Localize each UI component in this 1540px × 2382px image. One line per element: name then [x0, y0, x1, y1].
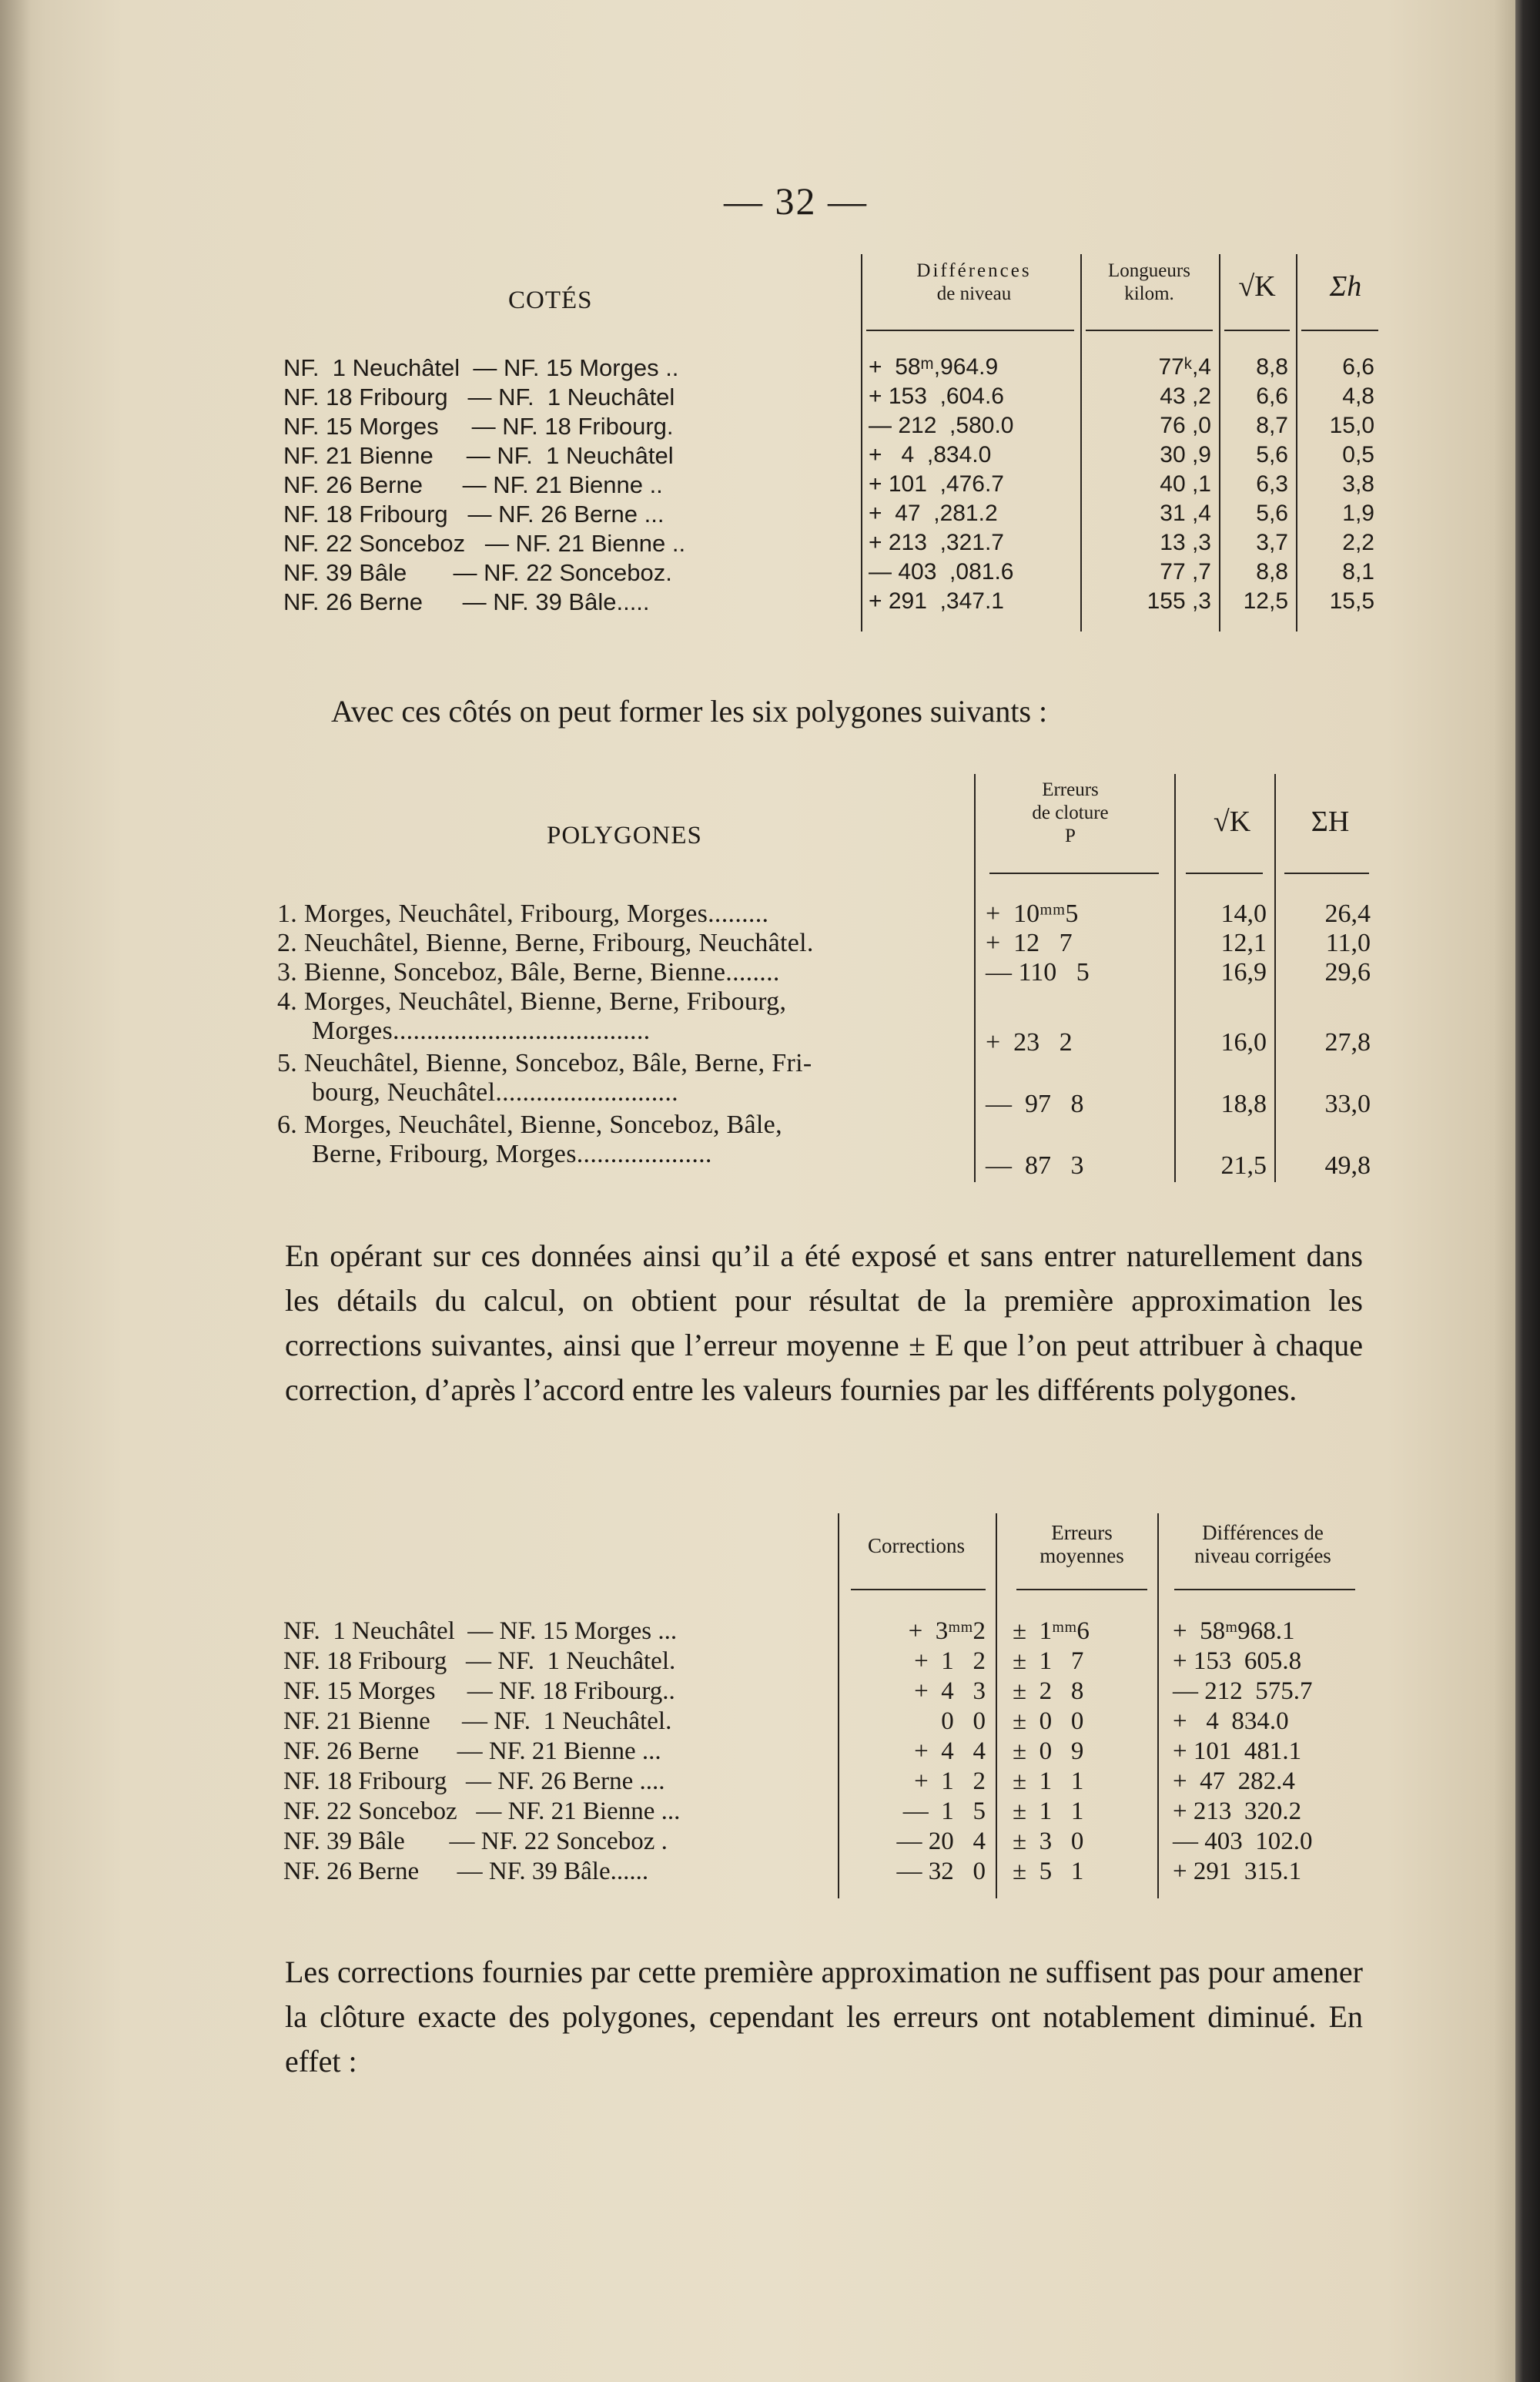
- header-sqrtk: √K: [1238, 270, 1276, 303]
- correction-row-err: ± 0 0: [1013, 1707, 1084, 1735]
- correction-row-corr: + 1 2: [914, 1647, 986, 1675]
- header-long-line2: kilom.: [1124, 283, 1174, 304]
- correction-row-err: ± 2 8: [1013, 1677, 1084, 1705]
- correction-row-label: NF. 18 Fribourg — NF. 26 Berne ....: [283, 1767, 665, 1795]
- polygone-row-sumh: 11,0: [1325, 929, 1371, 957]
- cote-row-long: 13 ,3: [1160, 530, 1211, 555]
- polygone-row-sumh: 27,8: [1324, 1028, 1371, 1057]
- header-diff-corr-line1: Différences de: [1202, 1521, 1324, 1544]
- correction-row-diff: + 291 315.1: [1173, 1858, 1302, 1885]
- t1-vline-2: [1080, 254, 1082, 632]
- correction-row-label: NF. 26 Berne — NF. 21 Bienne ...: [283, 1737, 661, 1765]
- cote-row-long: 155 ,3: [1147, 588, 1211, 614]
- t3-hline-3: [1174, 1589, 1355, 1590]
- correction-row-label: NF. 18 Fribourg — NF. 1 Neuchâtel.: [283, 1647, 676, 1675]
- t1-hline-3: [1224, 330, 1290, 331]
- cote-row-long: 31 ,4: [1160, 501, 1211, 526]
- cote-row-sqrtk: 6,3: [1256, 471, 1288, 497]
- header-diff-corr-line2: niveau corrigées: [1194, 1544, 1331, 1567]
- polygone-row-sqrtk: 18,8: [1220, 1090, 1267, 1118]
- polygone-row-err: + 23 2: [986, 1028, 1073, 1057]
- polygone-row-sumh: 29,6: [1324, 958, 1371, 987]
- correction-row-label: NF. 39 Bâle — NF. 22 Sonceboz .: [283, 1828, 668, 1855]
- cote-row-label: NF. 15 Morges — NF. 18 Fribourg.: [283, 413, 674, 440]
- correction-row-err: ± 1 1: [1013, 1767, 1084, 1795]
- polygone-row-sumh: 26,4: [1324, 900, 1371, 928]
- correction-row-err: ± 0 9: [1013, 1737, 1084, 1765]
- cote-row-sumh: 15,5: [1329, 588, 1374, 614]
- header-polygones: POLYGONES: [547, 822, 702, 849]
- cote-row-long: 43 ,2: [1160, 384, 1211, 409]
- cote-row-long: 77 ,7: [1160, 559, 1211, 585]
- correction-row-corr: 0 0: [941, 1707, 986, 1735]
- cote-row-sqrtk: 12,5: [1243, 588, 1288, 614]
- t1-vline-4: [1296, 254, 1297, 632]
- book-spine: [1515, 0, 1540, 2382]
- cote-row-sumh: 8,1: [1342, 559, 1374, 585]
- header-err-line3: P: [1065, 826, 1076, 846]
- cote-row-sqrtk: 5,6: [1256, 442, 1288, 467]
- polygone-row-err: — 87 3: [986, 1151, 1084, 1180]
- correction-row-corr: + 3ᵐᵐ2: [908, 1617, 986, 1645]
- t1-vline-1: [861, 254, 862, 632]
- polygone-row-sqrtk: 14,0: [1220, 900, 1267, 928]
- cote-row-diff: + 101 ,476.7: [869, 471, 1004, 497]
- correction-row-diff: — 403 102.0: [1173, 1828, 1313, 1855]
- header-sqrtk-2: √K: [1213, 806, 1251, 838]
- polygone-row-line: bourg, Neuchâtel...........................: [312, 1078, 678, 1107]
- page-number: — 32 —: [724, 179, 868, 223]
- correction-row-corr: — 20 4: [896, 1828, 986, 1855]
- t3-vline-1: [838, 1513, 839, 1898]
- correction-row-label: NF. 1 Neuchâtel — NF. 15 Morges ...: [283, 1617, 678, 1645]
- cote-row-diff: — 403 ,081.6: [869, 559, 1014, 585]
- cote-row-long: 30 ,9: [1160, 442, 1211, 467]
- cote-row-label: NF. 18 Fribourg — NF. 26 Berne ...: [283, 501, 665, 528]
- cote-row-long: 40 ,1: [1160, 471, 1211, 497]
- cote-row-label: NF. 22 Sonceboz — NF. 21 Bienne ..: [283, 530, 686, 557]
- cote-row-diff: — 212 ,580.0: [869, 413, 1014, 438]
- cote-row-label: NF. 39 Bâle — NF. 22 Sonceboz.: [283, 559, 672, 586]
- t3-vline-2: [996, 1513, 997, 1898]
- polygone-row-err: — 97 8: [986, 1090, 1084, 1118]
- t1-vline-3: [1219, 254, 1220, 632]
- t2-hline-1: [989, 873, 1159, 874]
- cote-row-sumh: 2,2: [1342, 530, 1374, 555]
- correction-row-diff: + 58ᵐ968.1: [1173, 1617, 1295, 1645]
- cote-row-label: NF. 18 Fribourg — NF. 1 Neuchâtel: [283, 384, 675, 410]
- correction-row-corr: + 4 3: [914, 1677, 986, 1705]
- cote-row-label: NF. 21 Bienne — NF. 1 Neuchâtel: [283, 442, 674, 469]
- header-diff-line1: Différences: [916, 260, 1032, 281]
- cote-row-sqrtk: 8,8: [1256, 354, 1288, 380]
- cote-row-diff: + 4 ,834.0: [869, 442, 992, 467]
- correction-row-err: ± 1 1: [1013, 1797, 1084, 1825]
- correction-row-label: NF. 22 Sonceboz — NF. 21 Bienne ...: [283, 1797, 681, 1825]
- t3-hline-2: [1016, 1589, 1147, 1590]
- cote-row-sumh: 4,8: [1342, 384, 1374, 409]
- polygone-row-sumh: 49,8: [1324, 1151, 1371, 1180]
- header-diff-line2: de niveau: [936, 283, 1012, 304]
- correction-row-label: NF. 21 Bienne — NF. 1 Neuchâtel.: [283, 1707, 672, 1735]
- cote-row-sqrtk: 6,6: [1256, 384, 1288, 409]
- polygone-row-line: 3. Bienne, Sonceboz, Bâle, Berne, Bienne........: [277, 958, 780, 987]
- polygone-row-sumh: 33,0: [1324, 1090, 1371, 1118]
- cote-row-label: NF. 26 Berne — NF. 39 Bâle.....: [283, 588, 650, 615]
- cote-row-label: NF. 1 Neuchâtel — NF. 15 Morges ..: [283, 354, 679, 381]
- correction-row-diff: + 153 605.8: [1173, 1647, 1302, 1675]
- cote-row-long: 77ᵏ,4: [1158, 354, 1211, 380]
- correction-row-diff: + 101 481.1: [1173, 1737, 1302, 1765]
- polygone-row-sqrtk: 16,0: [1220, 1028, 1267, 1057]
- header-err-moy-line1: Erreurs: [1051, 1521, 1113, 1544]
- correction-row-err: ± 3 0: [1013, 1828, 1084, 1855]
- t2-hline-3: [1284, 873, 1369, 874]
- polygone-row-line: 4. Morges, Neuchâtel, Bienne, Berne, Fribourg,: [277, 987, 787, 1016]
- cote-row-diff: + 58ᵐ,964.9: [869, 354, 999, 380]
- cote-row-sqrtk: 8,8: [1256, 559, 1288, 585]
- paragraph-1: En opérant sur ces données ainsi qu’il a été exposé et sans entrer naturellement dans les détails du calcul, on obtient pour résultat de la première approximation les corrections suivantes, ainsi que l’erreur moyenne ± E que l’on peut attribuer à chaque correction, d’après l’accord entre les valeurs fournies par les différents polygones.: [285, 1238, 1363, 1407]
- polygone-row-err: + 12 7: [986, 929, 1073, 957]
- polygone-row-sqrtk: 16,9: [1220, 958, 1267, 987]
- header-sumH: ΣH: [1311, 806, 1350, 838]
- correction-row-diff: — 212 575.7: [1173, 1677, 1313, 1705]
- correction-row-label: NF. 26 Berne — NF. 39 Bâle......: [283, 1858, 649, 1885]
- cote-row-sumh: 1,9: [1342, 501, 1374, 526]
- t2-vline-2: [1174, 774, 1176, 1182]
- correction-row-diff: + 47 282.4: [1173, 1767, 1295, 1795]
- header-long-line1: Longueurs: [1108, 260, 1190, 281]
- cote-row-sqrtk: 5,6: [1256, 501, 1288, 526]
- polygone-row-line: 5. Neuchâtel, Bienne, Sonceboz, Bâle, Berne, Fri-: [277, 1049, 812, 1077]
- polygone-row-err: + 10ᵐᵐ5: [986, 900, 1079, 928]
- cote-row-sumh: 15,0: [1329, 413, 1374, 438]
- polygone-row-line: Berne, Fribourg, Morges....................: [312, 1140, 712, 1168]
- polygone-row-sqrtk: 21,5: [1220, 1151, 1267, 1180]
- correction-row-corr: + 4 4: [914, 1737, 986, 1765]
- correction-row-corr: — 1 5: [902, 1797, 986, 1825]
- page-left-shadow: [0, 0, 31, 2382]
- correction-row-diff: + 213 320.2: [1173, 1797, 1302, 1825]
- correction-row-corr: — 32 0: [896, 1858, 986, 1885]
- correction-row-label: NF. 15 Morges — NF. 18 Fribourg..: [283, 1677, 675, 1705]
- t2-vline-1: [974, 774, 976, 1182]
- correction-row-corr: + 1 2: [914, 1767, 986, 1795]
- header-err-line2: de cloture: [1032, 802, 1109, 823]
- header-cotes: COTÉS: [508, 286, 593, 314]
- polygone-row-line: 6. Morges, Neuchâtel, Bienne, Sonceboz, Bâle,: [277, 1111, 782, 1139]
- polygone-row-line: Morges......................................: [312, 1017, 651, 1045]
- cote-row-diff: + 47 ,281.2: [869, 501, 998, 526]
- correction-row-err: ± 1ᵐᵐ6: [1013, 1617, 1090, 1645]
- polygone-row-line: 2. Neuchâtel, Bienne, Berne, Fribourg, Neuchâtel.: [277, 929, 814, 957]
- correction-row-err: ± 1 7: [1013, 1647, 1084, 1675]
- cote-row-sqrtk: 3,7: [1256, 530, 1288, 555]
- cote-row-sqrtk: 8,7: [1256, 413, 1288, 438]
- cote-row-label: NF. 26 Berne — NF. 21 Bienne ..: [283, 471, 663, 498]
- header-sum-h: Σh: [1329, 270, 1362, 303]
- t3-hline-1: [851, 1589, 986, 1590]
- intro-polygons: Avec ces côtés on peut former les six polygones suivants :: [331, 694, 1048, 729]
- t2-vline-3: [1274, 774, 1276, 1182]
- paragraph-2: Les corrections fournies par cette première approximation ne suffisent pas pour amener la clôture exacte des polygones, cependant les erreurs ont notablement diminué. En effet :: [285, 1955, 1363, 2079]
- header-err-moy-line2: moyennes: [1040, 1544, 1124, 1567]
- cote-row-sumh: 0,5: [1342, 442, 1374, 467]
- cote-row-long: 76 ,0: [1160, 413, 1211, 438]
- t1-hline-4: [1301, 330, 1378, 331]
- cote-row-sumh: 3,8: [1342, 471, 1374, 497]
- polygone-row-err: — 110 5: [986, 958, 1090, 987]
- correction-row-err: ± 5 1: [1013, 1858, 1084, 1885]
- correction-row-diff: + 4 834.0: [1173, 1707, 1289, 1735]
- cote-row-diff: + 291 ,347.1: [869, 588, 1004, 614]
- t1-hline-2: [1086, 330, 1213, 331]
- polygone-row-sqrtk: 12,1: [1220, 929, 1267, 957]
- t1-hline-1: [866, 330, 1074, 331]
- cote-row-sumh: 6,6: [1342, 354, 1374, 380]
- header-err-line1: Erreurs: [1042, 779, 1099, 800]
- t2-hline-2: [1186, 873, 1263, 874]
- cote-row-diff: + 213 ,321.7: [869, 530, 1004, 555]
- header-corrections: Corrections: [868, 1534, 965, 1557]
- polygone-row-line: 1. Morges, Neuchâtel, Fribourg, Morges.........: [277, 900, 769, 928]
- cote-row-diff: + 153 ,604.6: [869, 384, 1004, 409]
